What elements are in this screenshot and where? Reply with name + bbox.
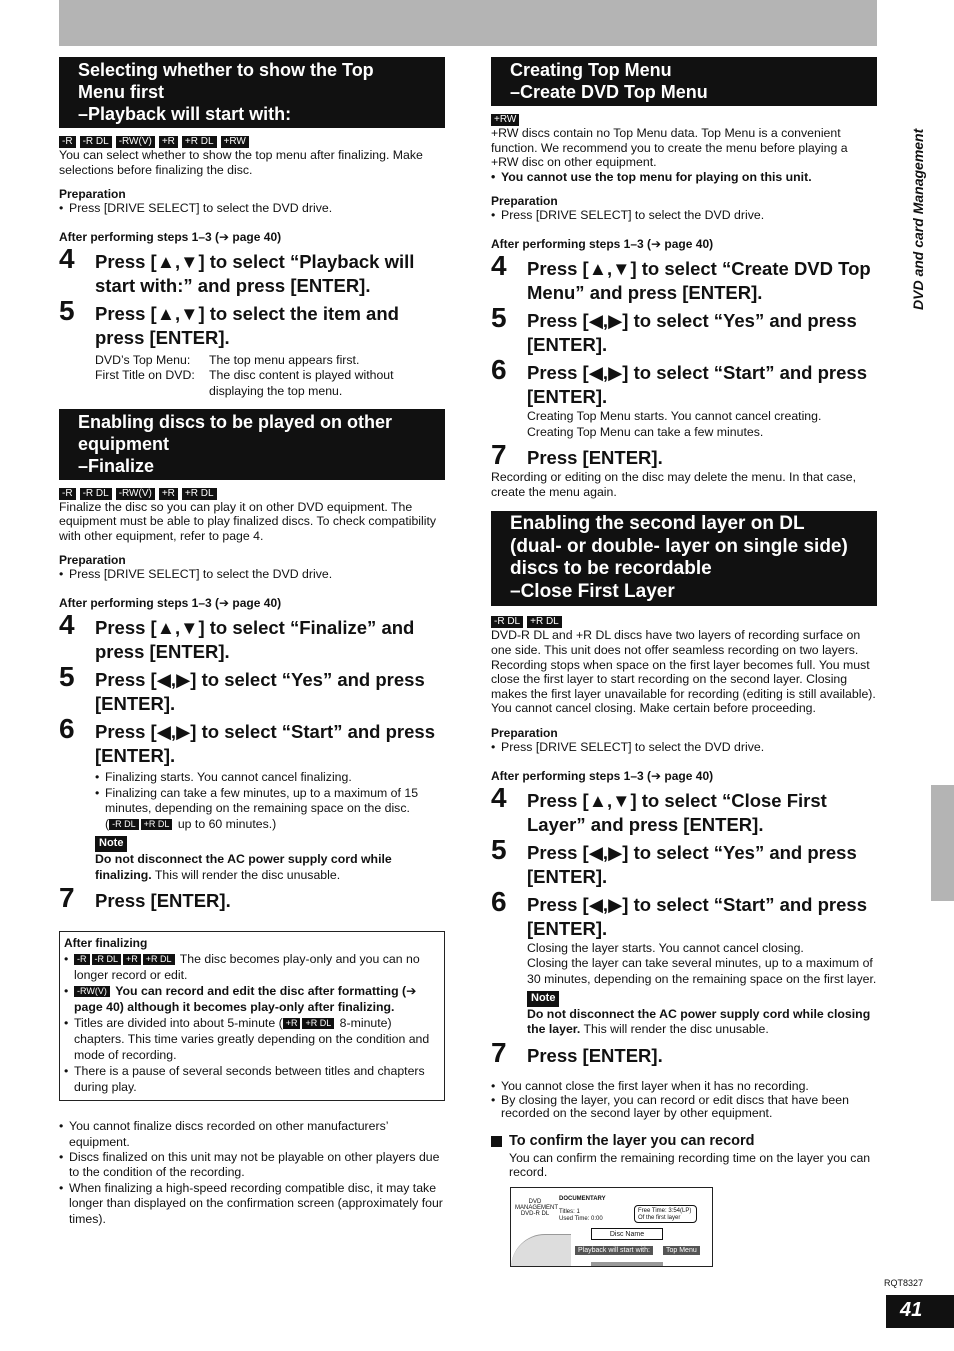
disc-badge: -RW(V): [116, 136, 155, 148]
disc-badge: +R DL: [182, 488, 217, 500]
step-7: [491, 439, 877, 471]
disc-badges: [491, 616, 877, 628]
doc-code: RQT8327: [884, 1278, 924, 1288]
screen-text: Of the first layer: [638, 1215, 681, 1222]
step-text: Press [◀,▶] to select “Yes” and press [ENTER].: [95, 668, 425, 714]
disc-badge: +R DL: [302, 1018, 334, 1029]
step-5: [491, 301, 877, 357]
step-number: 4: [491, 249, 507, 281]
screen-text: Titles: 1: [559, 1209, 580, 1216]
step-text: Press [◀,▶] to select “Start” and press [ENTER].: [527, 361, 867, 407]
preparation-heading: Preparation: [59, 187, 126, 202]
after-steps-heading: After performing steps 1–3 (➔ page 40): [491, 236, 714, 251]
option-term: DVD’s Top Menu:: [95, 352, 191, 367]
screen-decoration: [511, 1234, 571, 1267]
note-label: Note: [527, 991, 559, 1007]
step-text: Press [ENTER].: [527, 1045, 663, 1067]
step-number: 4: [59, 242, 75, 274]
box-bullet: [64, 951, 438, 983]
step-6-details: [59, 770, 445, 883]
box-bullet: [64, 983, 438, 1015]
step-number: 5: [59, 294, 75, 326]
intro-text: You can select whether to show the top menu after finalizing. Make selections before finalizing the disc.: [59, 148, 423, 177]
note-warning: Do not disconnect the AC power supply cord while finalizing.: [95, 851, 392, 882]
step-6-details: [491, 941, 877, 1039]
heading-line: (dual- or double- layer on single side): [510, 535, 848, 557]
detail-text: Closing the layer can take several minutes, up to a maximum of 30 minutes, depending on the remaining space on the first layer.: [527, 956, 877, 986]
heading-line: –Create DVD Top Menu: [510, 82, 708, 102]
box-bullet: • There is a pause of several seconds between titles and chapters during play.: [64, 1063, 438, 1095]
heading-line: Selecting whether to show the Top: [78, 60, 374, 80]
preparation-text: • Press [DRIVE SELECT] to select the DVD drive.: [491, 208, 877, 223]
preparation-heading: Preparation: [491, 725, 558, 740]
screen-text: DVD MANAGEMENT: [515, 1199, 559, 1212]
heading-line: Creating Top Menu: [510, 60, 672, 80]
box-bullet: [64, 1015, 438, 1063]
option-desc: The top menu appears first.: [209, 352, 360, 367]
step-text: Press [◀,▶] to select “Yes” and press [ENTER].: [527, 841, 857, 887]
screen-text: DVD-R DL: [520, 1211, 550, 1218]
note-rest: This will render the disc unusable.: [151, 867, 341, 882]
step-number: 7: [59, 882, 75, 914]
disc-badge: -R DL: [80, 136, 112, 148]
disc-badge: -R DL: [491, 616, 523, 628]
section-heading-close-first-layer: [491, 511, 877, 606]
preparation-text: • Press [DRIVE SELECT] to select the DVD drive.: [59, 567, 445, 582]
intro-text: Finalize the disc so you can play it on other DVD equipment. The equipment must be able to play finalized discs. To check compatibility with other equipment, refer to page 4.: [59, 499, 437, 543]
detail-bullet: [95, 786, 445, 833]
disc-badges: [59, 136, 445, 148]
disc-badge: +RW: [491, 114, 519, 126]
after-steps-heading: After performing steps 1–3 (➔ page 40): [491, 768, 714, 783]
disc-badge: +R DL: [182, 136, 217, 148]
disc-badge: +RW: [221, 136, 249, 148]
after-steps-heading: After performing steps 1–3 (➔ page 40): [59, 595, 282, 610]
step-text: Press [◀,▶] to select “Start” and press [ENTER].: [95, 720, 435, 766]
section-heading-playback-start: [59, 57, 445, 128]
step-7: [59, 882, 445, 914]
step-4: [491, 781, 877, 837]
step-5: [491, 833, 877, 889]
heading-line: Enabling discs to be played on other: [78, 411, 393, 432]
note-text: [527, 1007, 877, 1038]
screen-text: Used Time: 0:00: [559, 1216, 603, 1223]
detail-text: up to 60 minutes.): [177, 816, 277, 831]
disc-badges: [59, 488, 445, 500]
note-bullet: • You cannot close the first layer when it has no recording.: [491, 1080, 877, 1094]
note-text: [95, 852, 445, 883]
screen-text: Free Time: 3:54(LP): [638, 1208, 692, 1215]
note-warning: Do not disconnect the AC power supply cord while closing the layer.: [527, 1006, 871, 1037]
step-6: [59, 712, 445, 768]
heading-line: –Close First Layer: [510, 580, 675, 602]
step-6-details: [491, 409, 877, 440]
step-6: [491, 353, 877, 409]
option-desc: The disc content is played without displaying the top menu.: [209, 368, 394, 398]
dvd-management-screen: [510, 1187, 713, 1267]
step-text: Press [▲,▼] to select “Playback will start with:” and press [ENTER].: [95, 250, 415, 296]
step-number: 6: [491, 353, 507, 385]
preparation-text: • Press [DRIVE SELECT] to select the DVD drive.: [491, 740, 877, 755]
heading-line: Menu first: [78, 82, 165, 102]
screen-partial-item: [591, 1262, 663, 1267]
disc-badge: +R DL: [143, 954, 175, 965]
disc-badge: +R: [123, 954, 141, 965]
finalize-notes: [59, 1119, 445, 1227]
step-number: 7: [491, 1037, 507, 1069]
preparation-text: • Press [DRIVE SELECT] to select the DVD drive.: [59, 201, 445, 216]
screen-free-time: [634, 1205, 697, 1223]
detail-text: Creating Top Menu can take a few minutes.: [527, 424, 764, 439]
disc-badge: -RW(V): [116, 488, 155, 500]
heading-line: –Playback will start with:: [78, 104, 292, 124]
step-6: [491, 885, 877, 941]
after-steps-heading: After performing steps 1–3 (➔ page 40): [59, 229, 282, 244]
paren: (: [105, 816, 110, 831]
step-number: 6: [491, 885, 507, 917]
disc-badge: +R: [159, 488, 178, 500]
sidebar-label-text: DVD and card Management: [910, 128, 926, 310]
step-text: Press [ENTER].: [527, 447, 663, 469]
note-bullet: • You cannot finalize discs recorded on other manufacturers’ equipment.: [59, 1119, 445, 1150]
disc-badge: +R DL: [141, 819, 173, 830]
step-number: 4: [59, 608, 75, 640]
screen-disc-name: Disc Name: [591, 1228, 663, 1240]
confirm-layer-text: You can confirm the remaining recording time on the layer you can record.: [509, 1150, 871, 1180]
step-number: 6: [59, 712, 75, 744]
step-7-detail: Recording or editing on the disc may delete the menu. In that case, create the menu again.: [491, 470, 857, 499]
after-finalizing-box: [59, 931, 445, 1101]
disc-badge: +R DL: [527, 616, 562, 628]
step-4: [491, 249, 877, 305]
header-bar: [59, 0, 877, 46]
box-heading: After finalizing: [64, 936, 148, 951]
intro-text: DVD-R DL and +R DL discs have two layers of recording surface on one side. This unit does not offer seamless recording on two layers. Recording stops when space on the first layer becomes full. You must close the first layer to start recording on the second layer. Closing makes the first layer unavailable for recording (editing is still available). You cannot cancel closing. Make certain before proceeding.: [491, 628, 876, 716]
disc-badge: -R: [59, 488, 76, 500]
disc-badge: +R: [283, 1018, 301, 1029]
detail-text: Finalizing can take a few minutes, up to a maximum of 15 minutes, depending on the remaining space on the disc.: [105, 785, 419, 816]
disc-badge: -R: [74, 954, 90, 965]
detail-bullet: • Finalizing starts. You cannot cancel finalizing.: [95, 770, 445, 786]
step-text: Press [▲,▼] to select “Create DVD Top Menu” and press [ENTER].: [527, 257, 871, 303]
disc-badge: -R DL: [80, 488, 112, 500]
step-number: 7: [491, 439, 507, 471]
step-number: 4: [491, 781, 507, 813]
step-5: [59, 660, 445, 716]
disc-badges: [491, 114, 877, 126]
note-bullet: • Discs finalized on this unit may not be playable on other players due to the condition of the recording.: [59, 1150, 445, 1181]
warning-text: • You cannot use the top menu for playing on this unit.: [491, 170, 877, 185]
step-number: 5: [491, 301, 507, 333]
disc-badge: +R: [159, 136, 178, 148]
right-column: [491, 57, 877, 1267]
step-text: Press [ENTER].: [95, 890, 231, 912]
heading-line: Enabling the second layer on DL: [510, 513, 805, 535]
screen-disc-title: DOCUMENTARY: [559, 1196, 606, 1203]
confirm-layer-heading: To confirm the layer you can record: [491, 1133, 877, 1149]
note-bullet: • By closing the layer, you can record or edit discs that have been recorded on the second layer by other equipment.: [491, 1094, 877, 1121]
intro-text: +RW discs contain no Top Menu data. Top Menu is a convenient function. We recommend you to create the menu before playing a +RW disc on other equipment.: [491, 126, 848, 170]
box-text: Titles are divided into about 5-minute (: [74, 1016, 283, 1031]
preparation-heading: Preparation: [491, 194, 558, 209]
step-number: 5: [491, 833, 507, 865]
step-number: 5: [59, 660, 75, 692]
screen-playback-label: Playback will start with:: [575, 1246, 653, 1255]
note-rest: This will render the disc unusable.: [580, 1022, 769, 1037]
heading-line: –Finalize: [78, 455, 155, 476]
left-column: [59, 57, 445, 1227]
detail-text: Closing the layer starts. You cannot cancel closing.: [527, 940, 804, 955]
box-text: 8-minute) chapters. This time varies greatly depending on the condition and mode of recording.: [74, 1016, 430, 1063]
note-label: Note: [95, 836, 127, 852]
screen-dvd-label: [515, 1199, 559, 1218]
step-5: [59, 294, 445, 350]
step-text: Press [◀,▶] to select “Yes” and press [ENTER].: [527, 309, 857, 355]
detail-text: Creating Top Menu starts. You cannot cancel creating.: [527, 408, 822, 423]
section-heading-create-top-menu: [491, 57, 877, 106]
step-4: [59, 608, 445, 664]
disc-badge: -R DL: [92, 954, 122, 965]
step-text: Press [▲,▼] to select “Close First Layer” and press [ENTER].: [527, 789, 827, 835]
page-number: 41: [886, 1295, 954, 1328]
box-text: The disc becomes play-only and you can no longer record or edit.: [74, 952, 420, 983]
screen-top-menu: Top Menu: [663, 1246, 700, 1255]
step-text: Press [▲,▼] to select “Finalize” and press [ENTER].: [95, 616, 415, 662]
step-4: [59, 242, 445, 298]
heading-line: equipment: [78, 433, 170, 454]
note-bullet: • When finalizing a high-speed recording compatible disc, it may take longer than displayed on the confirmation screen (approximately four times).: [59, 1181, 445, 1227]
box-text: You can record and edit the disc after formatting (➔ page 40) although it becomes play-only after finalizing.: [74, 984, 417, 1015]
sidebar-section-label: [908, 100, 934, 320]
step-text: Press [◀,▶] to select “Start” and press [ENTER].: [527, 893, 867, 939]
option-term: First Title on DVD:: [95, 368, 195, 383]
disc-badge: -RW(V): [74, 986, 110, 997]
disc-badge: -R DL: [109, 819, 139, 830]
section-heading-finalize: [59, 409, 445, 480]
step-text: Press [▲,▼] to select the item and press [ENTER].: [95, 302, 399, 348]
section-tab: [931, 785, 954, 901]
disc-badge: -R: [59, 136, 76, 148]
options-list: [59, 353, 445, 400]
screen-info: [559, 1209, 603, 1223]
preparation-heading: Preparation: [59, 553, 126, 568]
step-7: [491, 1037, 877, 1069]
heading-line: discs to be recordable: [510, 558, 712, 580]
close-layer-notes: [491, 1080, 877, 1121]
